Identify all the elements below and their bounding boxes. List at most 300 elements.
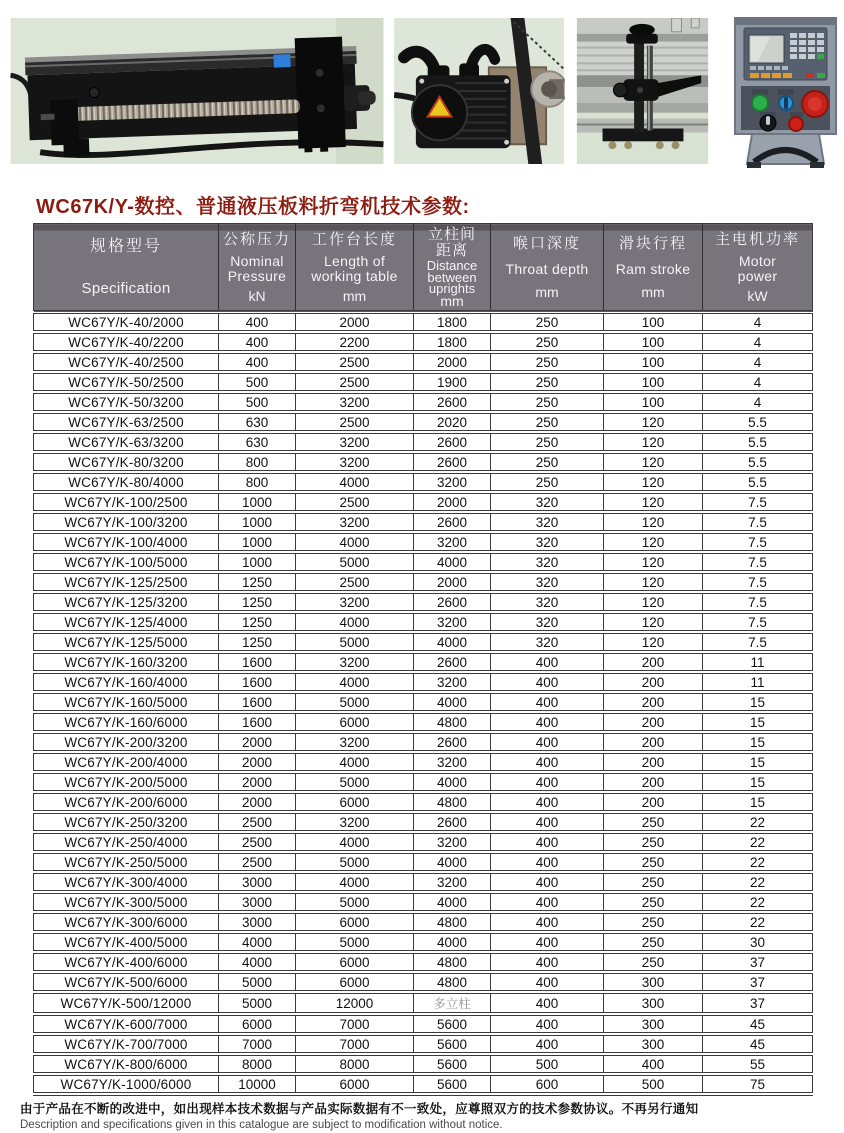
spec-value-cell: 15 [703, 792, 813, 812]
spec-value-cell: 4000 [414, 692, 491, 712]
table-row [34, 552, 813, 572]
spec-value-cell: 400 [491, 892, 604, 912]
spec-value-cell: 600 [491, 1074, 604, 1094]
spec-value-cell: 2500 [219, 852, 296, 872]
spec-value-cell: 55 [703, 1054, 813, 1074]
spec-model-cell: WC67Y/K-400/5000 [34, 932, 219, 952]
table-header [34, 224, 813, 313]
table-row [34, 932, 813, 952]
spec-value-cell: 5000 [296, 632, 414, 652]
spec-value-cell: 1800 [414, 312, 491, 332]
spec-model-cell: WC67Y/K-500/6000 [34, 972, 219, 992]
spec-model-cell: WC67Y/K-250/5000 [34, 852, 219, 872]
spec-value-cell: 2600 [414, 592, 491, 612]
spec-value-cell: 3200 [414, 872, 491, 892]
column-header-6: 滑块行程 Ram stroke mm [604, 224, 703, 313]
spec-model-cell: WC67Y/K-600/7000 [34, 1014, 219, 1034]
table-row [34, 652, 813, 672]
stop-finger-photo [576, 18, 709, 164]
spec-value-cell: 400 [491, 792, 604, 812]
spec-value-cell: 250 [604, 812, 703, 832]
spec-value-cell: 7.5 [703, 572, 813, 592]
table-row [34, 1034, 813, 1054]
spec-value-cell: 7.5 [703, 612, 813, 632]
spec-value-cell: 3200 [296, 652, 414, 672]
spec-value-cell: 250 [491, 472, 604, 492]
spec-value-cell: 250 [491, 352, 604, 372]
spec-value-cell: 15 [703, 732, 813, 752]
spec-value-cell: 4000 [296, 532, 414, 552]
spec-value-cell: 4000 [296, 612, 414, 632]
spec-value-cell: 15 [703, 712, 813, 732]
spec-value-cell: 400 [491, 912, 604, 932]
spec-value-cell: 1000 [219, 492, 296, 512]
spec-value-cell: 120 [604, 632, 703, 652]
spec-model-cell: WC67Y/K-125/4000 [34, 612, 219, 632]
spec-model-cell: WC67Y/K-800/6000 [34, 1054, 219, 1074]
spec-value-cell: 300 [604, 1014, 703, 1034]
table-row [34, 1074, 813, 1094]
spec-value-cell: 5600 [414, 1054, 491, 1074]
spec-value-cell: 100 [604, 332, 703, 352]
spec-value-cell: 3200 [414, 532, 491, 552]
spec-model-cell: WC67Y/K-40/2200 [34, 332, 219, 352]
spec-value-cell: 200 [604, 672, 703, 692]
spec-value-cell: 10000 [219, 1074, 296, 1094]
spec-value-cell: 2000 [414, 572, 491, 592]
spec-value-cell: 5.5 [703, 472, 813, 492]
table-row [34, 1014, 813, 1034]
spec-value-cell: 400 [491, 652, 604, 672]
spec-value-cell: 500 [604, 1074, 703, 1094]
spec-model-cell: WC67Y/K-63/2500 [34, 412, 219, 432]
spec-value-cell: 22 [703, 832, 813, 852]
table-row [34, 452, 813, 472]
spec-table-body [34, 312, 813, 1094]
spec-value-cell: 3200 [414, 832, 491, 852]
spec-value-cell: 1600 [219, 712, 296, 732]
spec-value-cell: 7.5 [703, 632, 813, 652]
spec-value-cell: 7000 [296, 1014, 414, 1034]
table-row [34, 812, 813, 832]
spec-value-cell: 37 [703, 972, 813, 992]
spec-value-cell: 1000 [219, 532, 296, 552]
spec-value-cell: 5.5 [703, 412, 813, 432]
spec-value-cell: 6000 [296, 712, 414, 732]
spec-value-cell: 100 [604, 352, 703, 372]
spec-value-cell: 4000 [296, 472, 414, 492]
spec-value-cell: 1250 [219, 592, 296, 612]
spec-value-cell: 320 [491, 492, 604, 512]
spec-value-cell: 120 [604, 552, 703, 572]
spec-model-cell: WC67Y/K-300/4000 [34, 872, 219, 892]
spec-value-cell: 7.5 [703, 532, 813, 552]
spec-value-cell: 2500 [296, 352, 414, 372]
spec-value-cell: 75 [703, 1074, 813, 1094]
spec-value-cell: 4800 [414, 972, 491, 992]
spec-value-cell: 250 [491, 312, 604, 332]
spec-value-cell: 200 [604, 692, 703, 712]
spec-value-cell: 3200 [414, 672, 491, 692]
spec-value-cell: 5000 [296, 892, 414, 912]
spec-value-cell: 120 [604, 612, 703, 632]
spec-value-cell: 4800 [414, 912, 491, 932]
spec-value-cell: 120 [604, 572, 703, 592]
spec-value-cell: 22 [703, 872, 813, 892]
spec-value-cell: 6000 [219, 1014, 296, 1034]
spec-value-cell: 5000 [296, 772, 414, 792]
spec-value-cell: 400 [219, 352, 296, 372]
spec-value-cell: 2000 [219, 732, 296, 752]
table-row [34, 432, 813, 452]
spec-value-cell: 100 [604, 392, 703, 412]
spec-value-cell: 4 [703, 392, 813, 412]
spec-value-cell: 4800 [414, 952, 491, 972]
spec-model-cell: WC67Y/K-125/5000 [34, 632, 219, 652]
spec-value-cell: 5000 [219, 972, 296, 992]
table-row [34, 532, 813, 552]
table-row [34, 672, 813, 692]
spec-value-cell: 4 [703, 332, 813, 352]
spec-value-cell: 320 [491, 632, 604, 652]
spec-value-cell: 4000 [219, 952, 296, 972]
spec-value-cell: 1250 [219, 572, 296, 592]
spec-value-cell: 400 [491, 1034, 604, 1054]
spec-value-cell: 22 [703, 892, 813, 912]
spec-value-cell: 400 [491, 852, 604, 872]
spec-model-cell: WC67Y/K-1000/6000 [34, 1074, 219, 1094]
spec-value-cell: 6000 [296, 1074, 414, 1094]
spec-value-cell: 400 [491, 732, 604, 752]
spec-model-cell: WC67Y/K-100/5000 [34, 552, 219, 572]
spec-value-cell: 7.5 [703, 492, 813, 512]
spec-value-cell: 22 [703, 812, 813, 832]
table-row [34, 352, 813, 372]
spec-value-cell: 1000 [219, 512, 296, 532]
spec-value-cell: 500 [491, 1054, 604, 1074]
spec-value-cell: 4800 [414, 712, 491, 732]
spec-value-cell: 4000 [414, 772, 491, 792]
table-row [34, 832, 813, 852]
table-row [34, 412, 813, 432]
spec-value-cell: 400 [491, 1014, 604, 1034]
spec-value-cell: 400 [219, 312, 296, 332]
table-row [34, 632, 813, 652]
spec-value-cell: 7.5 [703, 552, 813, 572]
spec-value-cell: 1600 [219, 652, 296, 672]
spec-value-cell: 2600 [414, 732, 491, 752]
spec-model-cell: WC67Y/K-250/4000 [34, 832, 219, 852]
spec-model-cell: WC67Y/K-250/3200 [34, 812, 219, 832]
table-row [34, 992, 813, 1014]
spec-value-cell: 12000 [296, 992, 414, 1014]
spec-value-cell: 400 [491, 772, 604, 792]
spec-value-cell: 500 [219, 392, 296, 412]
table-row [34, 892, 813, 912]
spec-value-cell: 3200 [296, 432, 414, 452]
spec-model-cell: WC67Y/K-50/2500 [34, 372, 219, 392]
spec-model-cell: WC67Y/K-50/3200 [34, 392, 219, 412]
spec-model-cell: WC67Y/K-80/3200 [34, 452, 219, 472]
spec-value-cell: 120 [604, 432, 703, 452]
spec-value-cell: 5000 [296, 932, 414, 952]
spec-value-cell: 多立柱 [414, 992, 491, 1014]
spec-value-cell: 500 [219, 372, 296, 392]
spec-value-cell: 6000 [296, 952, 414, 972]
column-header-4: 立柱间 距离 Distance between uprights mm [414, 224, 491, 313]
spec-value-cell: 200 [604, 732, 703, 752]
spec-value-cell: 11 [703, 672, 813, 692]
spec-value-cell: 4800 [414, 792, 491, 812]
spec-value-cell: 2200 [296, 332, 414, 352]
spec-model-cell: WC67Y/K-125/2500 [34, 572, 219, 592]
spec-value-cell: 2600 [414, 652, 491, 672]
spec-value-cell: 15 [703, 752, 813, 772]
table-row [34, 772, 813, 792]
spec-value-cell: 2500 [296, 412, 414, 432]
spec-value-cell: 8000 [219, 1054, 296, 1074]
spec-model-cell: WC67Y/K-63/3200 [34, 432, 219, 452]
spec-value-cell: 100 [604, 312, 703, 332]
spec-value-cell: 5000 [296, 852, 414, 872]
spec-value-cell: 2500 [219, 812, 296, 832]
spec-value-cell: 3000 [219, 912, 296, 932]
spec-value-cell: 2500 [296, 372, 414, 392]
spec-value-cell: 400 [491, 692, 604, 712]
spec-model-cell: WC67Y/K-80/4000 [34, 472, 219, 492]
table-row [34, 732, 813, 752]
spec-value-cell: 1600 [219, 692, 296, 712]
footer-note-en: Description and specifications given in this catalogue are subject to modification without notice. [20, 1119, 503, 1131]
spec-value-cell: 5600 [414, 1014, 491, 1034]
table-row [34, 712, 813, 732]
spec-model-cell: WC67Y/K-200/5000 [34, 772, 219, 792]
spec-value-cell: 3200 [414, 472, 491, 492]
spec-value-cell: 4000 [296, 832, 414, 852]
table-row [34, 792, 813, 812]
spec-value-cell: 2600 [414, 432, 491, 452]
spec-value-cell: 4000 [414, 852, 491, 872]
spec-model-cell: WC67Y/K-40/2000 [34, 312, 219, 332]
spec-value-cell: 4000 [296, 872, 414, 892]
spec-value-cell: 630 [219, 412, 296, 432]
spec-value-cell: 4000 [414, 632, 491, 652]
table-row [34, 852, 813, 872]
spec-value-cell: 250 [604, 892, 703, 912]
spec-value-cell: 2500 [219, 832, 296, 852]
table-row [34, 572, 813, 592]
spec-value-cell: 400 [491, 812, 604, 832]
table-row [34, 692, 813, 712]
spec-value-cell: 120 [604, 592, 703, 612]
spec-value-cell: 3200 [296, 452, 414, 472]
spec-value-cell: 400 [491, 752, 604, 772]
spec-value-cell: 300 [604, 1034, 703, 1054]
spec-value-cell: 15 [703, 772, 813, 792]
spec-model-cell: WC67Y/K-160/4000 [34, 672, 219, 692]
spec-value-cell: 800 [219, 472, 296, 492]
backgauge-ballscrew-photo [8, 18, 386, 164]
spec-model-cell: WC67Y/K-300/6000 [34, 912, 219, 932]
table-row [34, 972, 813, 992]
spec-value-cell: 37 [703, 992, 813, 1014]
spec-value-cell: 400 [491, 872, 604, 892]
spec-value-cell: 320 [491, 552, 604, 572]
spec-value-cell: 320 [491, 612, 604, 632]
spec-value-cell: 2000 [414, 492, 491, 512]
spec-value-cell: 400 [491, 672, 604, 692]
spec-model-cell: WC67Y/K-200/6000 [34, 792, 219, 812]
spec-value-cell: 4000 [296, 752, 414, 772]
spec-value-cell: 120 [604, 472, 703, 492]
spec-value-cell: 120 [604, 452, 703, 472]
spec-value-cell: 7000 [219, 1034, 296, 1054]
spec-value-cell: 22 [703, 912, 813, 932]
column-header-7: 主电机功率 Motor power kW [703, 224, 813, 313]
spec-value-cell: 6000 [296, 792, 414, 812]
spec-value-cell: 2600 [414, 452, 491, 472]
spec-value-cell: 3000 [219, 872, 296, 892]
spec-model-cell: WC67Y/K-160/5000 [34, 692, 219, 712]
spec-value-cell: 6000 [296, 912, 414, 932]
spec-value-cell: 250 [491, 332, 604, 352]
spec-value-cell: 120 [604, 412, 703, 432]
spec-model-cell: WC67Y/K-700/7000 [34, 1034, 219, 1054]
table-row [34, 752, 813, 772]
spec-model-cell: WC67Y/K-100/3200 [34, 512, 219, 532]
spec-value-cell: 2000 [414, 352, 491, 372]
spec-value-cell: 5.5 [703, 432, 813, 452]
spec-value-cell: 3200 [296, 732, 414, 752]
spec-value-cell: 250 [491, 432, 604, 452]
spec-value-cell: 400 [491, 932, 604, 952]
spec-value-cell: 5000 [219, 992, 296, 1014]
spec-value-cell: 7.5 [703, 592, 813, 612]
spec-value-cell: 1900 [414, 372, 491, 392]
table-row [34, 512, 813, 532]
spec-model-cell: WC67Y/K-200/4000 [34, 752, 219, 772]
column-header-2: 公称压力 Nominal Pressure kN [219, 224, 296, 313]
table-row [34, 392, 813, 412]
spec-value-cell: 300 [604, 972, 703, 992]
spec-value-cell: 3200 [296, 512, 414, 532]
spec-value-cell: 400 [491, 832, 604, 852]
spec-value-cell: 400 [491, 952, 604, 972]
table-row [34, 312, 813, 332]
spec-value-cell: 4 [703, 312, 813, 332]
spec-value-cell: 400 [491, 712, 604, 732]
spec-value-cell: 3200 [296, 392, 414, 412]
spec-model-cell: WC67Y/K-500/12000 [34, 992, 219, 1014]
spec-value-cell: 120 [604, 492, 703, 512]
spec-value-cell: 320 [491, 512, 604, 532]
table-row [34, 912, 813, 932]
spec-value-cell: 2500 [296, 492, 414, 512]
spec-value-cell: 5.5 [703, 452, 813, 472]
spec-value-cell: 250 [604, 952, 703, 972]
spec-value-cell: 5600 [414, 1034, 491, 1054]
table-row [34, 952, 813, 972]
spec-value-cell: 250 [491, 372, 604, 392]
spec-value-cell: 22 [703, 852, 813, 872]
spec-value-cell: 1800 [414, 332, 491, 352]
spec-model-cell: WC67Y/K-160/6000 [34, 712, 219, 732]
spec-model-cell: WC67Y/K-160/3200 [34, 652, 219, 672]
page-title: WC67K/Y-数控、普通液压板料折弯机技术参数: [36, 196, 470, 218]
spec-value-cell: 250 [604, 912, 703, 932]
spec-value-cell: 15 [703, 692, 813, 712]
spec-value-cell: 4 [703, 352, 813, 372]
spec-value-cell: 250 [491, 412, 604, 432]
spec-value-cell: 400 [491, 972, 604, 992]
spec-value-cell: 2000 [219, 792, 296, 812]
spec-value-cell: 1250 [219, 632, 296, 652]
column-header-5: 喉口深度 Throat depth mm [491, 224, 604, 313]
spec-value-cell: 2600 [414, 392, 491, 412]
spec-value-cell: 250 [604, 832, 703, 852]
spec-value-cell: 3200 [414, 752, 491, 772]
spec-value-cell: 300 [604, 992, 703, 1014]
spec-value-cell: 200 [604, 772, 703, 792]
spec-value-cell: 4000 [219, 932, 296, 952]
spec-value-cell: 4000 [414, 892, 491, 912]
table-row [34, 332, 813, 352]
spec-value-cell: 200 [604, 792, 703, 812]
spec-value-cell: 3200 [296, 812, 414, 832]
table-row [34, 472, 813, 492]
spec-model-cell: WC67Y/K-100/2500 [34, 492, 219, 512]
spec-value-cell: 5000 [296, 552, 414, 572]
spec-value-cell: 2000 [219, 752, 296, 772]
table-row [34, 1054, 813, 1074]
table-header-row [34, 224, 813, 313]
spec-value-cell: 250 [491, 392, 604, 412]
footer-notes [20, 1101, 844, 1133]
spec-value-cell: 3200 [414, 612, 491, 632]
spec-value-cell: 2000 [219, 772, 296, 792]
spec-value-cell: 200 [604, 652, 703, 672]
spec-value-cell: 4000 [296, 672, 414, 692]
spec-value-cell: 8000 [296, 1054, 414, 1074]
spec-value-cell: 120 [604, 512, 703, 532]
spec-value-cell: 6000 [296, 972, 414, 992]
spec-value-cell: 7.5 [703, 512, 813, 532]
spec-model-cell: WC67Y/K-300/5000 [34, 892, 219, 912]
servo-motor-photo [393, 18, 565, 164]
column-header-3: 工作台长度 Length of working table mm [296, 224, 414, 313]
spec-value-cell: 250 [604, 932, 703, 952]
spec-value-cell: 5000 [296, 692, 414, 712]
spec-value-cell: 1250 [219, 612, 296, 632]
table-row [34, 372, 813, 392]
spec-value-cell: 320 [491, 532, 604, 552]
spec-value-cell: 320 [491, 592, 604, 612]
spec-model-cell: WC67Y/K-200/3200 [34, 732, 219, 752]
footer-note-zh: 由于产品在不断的改进中，如出现样本技术数据与产品实际数据有不一致处，应尊照双方的技术参数协议。不再另行通知 [20, 1102, 699, 1116]
photo-strip [0, 0, 844, 176]
spec-table [33, 223, 813, 1096]
spec-value-cell: 2000 [296, 312, 414, 332]
control-pendant-photo [730, 14, 841, 168]
spec-value-cell: 7000 [296, 1034, 414, 1054]
spec-value-cell: 200 [604, 752, 703, 772]
spec-value-cell: 2600 [414, 812, 491, 832]
spec-value-cell: 2020 [414, 412, 491, 432]
spec-value-cell: 30 [703, 932, 813, 952]
spec-value-cell: 120 [604, 532, 703, 552]
spec-model-cell: WC67Y/K-100/4000 [34, 532, 219, 552]
spec-value-cell: 100 [604, 372, 703, 392]
